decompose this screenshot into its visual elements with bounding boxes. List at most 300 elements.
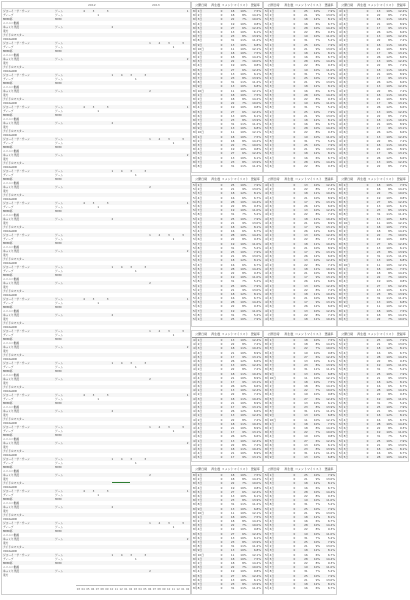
table-cell: 4月5日 <box>265 224 275 229</box>
table-cell: 22 <box>376 138 381 143</box>
table-cell: 0 <box>293 122 296 127</box>
table-cell: 11% <box>386 143 393 147</box>
table-cell: 21 <box>304 220 308 225</box>
table-cell: 8月2日 <box>193 138 203 143</box>
table-cell: 0 <box>220 63 223 68</box>
table-4 <box>191 175 263 327</box>
table-cell: 26 <box>376 105 381 110</box>
table-cell: 10% <box>240 46 247 51</box>
table-cell: 27 <box>230 151 235 156</box>
table-cell: 0 <box>220 92 223 97</box>
row-category: ゲーム <box>55 265 64 269</box>
cell: 1 <box>149 41 151 45</box>
table-cell: 26 <box>304 203 308 208</box>
table-cell: 8% <box>315 63 321 68</box>
table-3 <box>337 1 409 173</box>
column-header: 登録率 <box>250 177 260 181</box>
row-name: MMD杯 <box>3 113 13 117</box>
table-cell: 9% <box>242 220 247 225</box>
table-cell: 10.0% <box>252 101 261 106</box>
table-cell: 13.0% <box>326 80 335 85</box>
table-cell: 5月7日 <box>265 34 275 39</box>
table-row <box>192 317 262 321</box>
row-category: ゲーム <box>55 409 64 413</box>
table-cell: 13.0% <box>252 254 261 259</box>
table-cell: 9.3% <box>253 237 261 242</box>
table-cell: 4月3日 <box>339 117 349 122</box>
cell: 2 <box>186 57 189 61</box>
table-cell: 12.4% <box>252 25 261 30</box>
row-name: ディープ <box>3 301 14 305</box>
table-cell: 7.2% <box>399 163 407 168</box>
cell: 1 <box>149 425 151 429</box>
cell: 3 <box>92 105 95 109</box>
table-cell: 6.7% <box>253 229 261 234</box>
table-cell: 9.8% <box>253 63 261 68</box>
row-category: ゲーム <box>55 205 64 209</box>
table-cell: 5月1日 <box>265 42 275 47</box>
table-cell: 27 <box>230 25 235 30</box>
row-name: ニコニコ動画 <box>3 85 20 89</box>
row-category: ゲーム <box>55 329 64 333</box>
footer-tick: 04 <box>138 588 142 591</box>
table-cell: 8月9日 <box>193 126 203 131</box>
table-cell: 18 <box>230 50 235 55</box>
row-category: MMD <box>55 497 62 501</box>
table-cell: 4月3日 <box>339 143 349 147</box>
cell: 3 <box>167 137 170 141</box>
table-cell: 11% <box>240 122 247 127</box>
table-cell: 5月7日 <box>265 67 275 72</box>
table-cell: 10% <box>313 67 321 72</box>
table-cell: 7.9% <box>253 317 261 321</box>
table-cell: 0 <box>293 117 296 122</box>
table-cell: 13.1% <box>398 76 407 80</box>
table-cell: 8月5日 <box>193 109 203 114</box>
cell: 4 <box>83 393 85 397</box>
table-cell: 10% <box>313 126 321 131</box>
table-cell: 14.2% <box>252 55 261 60</box>
table-cell: 18 <box>230 92 235 97</box>
row-name: アイドルマスター <box>3 129 25 133</box>
table-cell: 8% <box>388 63 393 68</box>
footer-tick: 09 <box>162 588 166 591</box>
table-cell: 8% <box>242 117 247 122</box>
table-cell: 18 <box>376 17 381 22</box>
table-cell: 5月5日 <box>265 25 275 30</box>
table-cell: 4月6日 <box>265 229 275 234</box>
table-cell: 7.5% <box>253 9 261 13</box>
table-cell: 0 <box>220 199 223 204</box>
table-cell: 13 <box>376 84 381 89</box>
row-category: ゲーム <box>55 489 64 493</box>
table-cell: 0 <box>293 233 296 238</box>
table-cell: 0 <box>220 113 223 118</box>
table-cell: 0 <box>220 147 223 152</box>
table-cell: 4月1日 <box>339 34 349 39</box>
table-cell: 8月4日 <box>193 63 203 68</box>
table-cell: 10% <box>240 275 247 280</box>
row-name: 東方 <box>3 445 9 449</box>
table-cell: 0 <box>220 254 223 259</box>
row-name: 東方 <box>3 349 9 353</box>
table-cell: 5.2% <box>327 71 335 76</box>
table-cell: 0 <box>293 187 296 192</box>
row-category: ゲーム <box>55 505 64 509</box>
table-cell: 10% <box>386 159 393 164</box>
row-name: MMD杯 <box>3 241 13 245</box>
cell: 2 <box>149 185 151 189</box>
table-cell: 11.2% <box>252 163 261 168</box>
table-cell: 7.2% <box>399 138 407 143</box>
footer-tick: 07 <box>95 588 100 591</box>
table-cell: 9% <box>315 224 321 229</box>
table-cell: 0 <box>220 275 223 280</box>
table-cell: 0 <box>220 258 223 263</box>
table-cell: 0 <box>293 143 296 147</box>
table-cell: 13 <box>376 9 381 13</box>
table-cell: 0 <box>293 208 296 213</box>
row-category: MMD <box>55 305 62 309</box>
table-cell: 10% <box>313 92 321 97</box>
table-cell: 0 <box>293 71 296 76</box>
footer-tick: 03 <box>76 588 81 591</box>
table-cell: 6.8% <box>253 42 261 47</box>
row-category: ゲーム <box>55 553 64 557</box>
row-name: MMD杯 <box>3 561 13 565</box>
table-cell: 0 <box>220 151 223 156</box>
table-cell: 0 <box>220 126 223 131</box>
row-name: アイドルマスター <box>3 225 25 229</box>
table-cell: 6.7% <box>327 155 335 160</box>
table-cell: 8月7日 <box>193 159 203 164</box>
row-name: ニコニコ動画 <box>3 469 20 473</box>
cell: 1 <box>97 13 100 17</box>
row-category: ゲーム <box>55 313 64 317</box>
table-cell: 0 <box>293 159 296 164</box>
table-cell: 0 <box>366 105 369 110</box>
table-cell: 8月8日 <box>193 122 203 127</box>
table-header <box>264 176 336 183</box>
row-name: ゆっくり実況 <box>3 441 20 445</box>
cell: 2 <box>111 25 114 29</box>
table-cell: 0 <box>366 71 369 76</box>
table-cell: 13.9% <box>252 76 261 80</box>
table-cell: 8% <box>388 88 393 93</box>
table-cell: 0 <box>293 9 296 13</box>
table-cell: 0 <box>220 71 223 76</box>
row-name: ディープ <box>3 109 14 113</box>
column-header: 再生数 <box>211 177 221 181</box>
table-cell: 25 <box>304 109 308 114</box>
table-cell: 8% <box>315 212 321 217</box>
row-category: ゲーム <box>55 249 64 253</box>
table-cell: 13.9% <box>252 34 261 39</box>
table-cell: 9.8% <box>253 105 261 110</box>
table-cell: 0 <box>366 96 369 101</box>
table-cell: 5月4日 <box>265 21 275 26</box>
cell: 3 <box>106 9 109 13</box>
table-cell: 10% <box>240 147 247 152</box>
table-cell: 4月1日 <box>339 84 349 89</box>
row-name: ゆっくり実況 <box>3 569 20 573</box>
table-cell: 0 <box>220 130 223 135</box>
table-1 <box>191 1 263 173</box>
table-cell: 13 <box>230 84 235 89</box>
row-category: ゲーム <box>55 25 64 29</box>
cell: 2 <box>186 537 189 541</box>
table-cell: 0 <box>220 29 223 34</box>
table-cell: 5月2日 <box>193 287 203 292</box>
left-list-footer <box>76 585 190 594</box>
table-cell: 8月9日 <box>193 84 203 89</box>
row-name: VOCALOID <box>3 69 17 73</box>
table-cell: 10.4% <box>398 67 407 72</box>
row-name: アイドルマスター <box>3 65 25 69</box>
column-header: 再生数 <box>211 3 221 7</box>
table-cell: 7% <box>315 38 321 43</box>
table-cell: 0 <box>366 92 369 97</box>
table-cell: 6.7% <box>327 55 335 60</box>
table-cell: 5月8日 <box>265 38 275 43</box>
table-cell: 10% <box>313 159 321 164</box>
year-label-2: 2013 <box>152 3 160 7</box>
column-header: 公開日時 <box>267 3 280 7</box>
row-category: ゲーム <box>55 521 64 525</box>
row-category: MMD <box>55 401 62 405</box>
table-cell: 0 <box>366 21 369 26</box>
table-cell: 0 <box>366 113 369 118</box>
table-cell: 5月7日 <box>193 241 203 246</box>
table-cell: 18 <box>376 42 381 47</box>
table-cell: 0 <box>220 283 223 288</box>
table-cell: 11 <box>230 46 235 51</box>
table-cell: 19 <box>230 105 235 110</box>
row-name: 東方 <box>3 509 9 513</box>
cell: 1 <box>134 365 137 369</box>
table-cell: 7.5% <box>253 134 261 139</box>
footer-tick: 02 <box>128 588 133 591</box>
table-cell: 0 <box>220 88 223 93</box>
table-cell: 5月3日 <box>265 151 275 156</box>
table-cell: 0 <box>293 88 296 93</box>
row-name: 東方 <box>3 285 9 289</box>
table-cell: 25 <box>230 317 235 321</box>
table-cell: 7.2% <box>399 113 407 118</box>
table-cell: 0 <box>366 25 369 30</box>
table-cell: 5月8日 <box>193 245 203 250</box>
cell: 3 <box>106 297 109 301</box>
table-cell: 5月7日 <box>193 208 203 213</box>
table-cell: 0 <box>220 279 223 284</box>
table-cell: 18 <box>230 55 235 60</box>
table-cell: 9% <box>315 113 321 118</box>
table-cell: 0 <box>293 101 296 106</box>
table-cell: 5月7日 <box>265 101 275 106</box>
row-name: ニコニコ動画 <box>3 53 20 57</box>
table-cell: 18 <box>230 134 235 139</box>
table-cell: 4月6日 <box>339 80 349 85</box>
left-list-rows <box>2 9 190 577</box>
table-cell: 8月6日 <box>193 29 203 34</box>
table-cell: 0 <box>220 224 223 229</box>
table-cell: 0 <box>293 67 296 72</box>
table-cell: 0 <box>220 163 223 168</box>
cell: 3 <box>130 553 132 557</box>
cell: 1 <box>134 461 137 465</box>
table-cell: 27 <box>230 109 235 114</box>
table-cell: 6% <box>315 21 321 26</box>
cell: 3 <box>130 169 132 173</box>
row-name: 東方 <box>3 93 9 97</box>
table-cell: 12% <box>313 50 321 55</box>
footer-tick: 09 <box>105 588 109 591</box>
table-cell: 13.0% <box>326 147 335 152</box>
table-cell: 0 <box>220 195 223 200</box>
table-cell: 7% <box>315 138 321 143</box>
row-name: 東方 <box>3 253 9 257</box>
table-cell: 11% <box>386 17 393 22</box>
column-header: コメント <box>294 3 307 7</box>
table-cell: 7.9% <box>253 183 261 187</box>
table-cell: 0 <box>220 304 223 309</box>
table-cell: 5月6日 <box>265 130 275 135</box>
cell: 4 <box>120 265 123 269</box>
table-cell: 5月2日 <box>193 187 203 192</box>
table-cell: 22 <box>230 101 235 106</box>
table-cell: 5月2日 <box>265 13 275 18</box>
table-cell: 13.1% <box>398 50 407 55</box>
table-cell: 8月8日 <box>193 80 203 85</box>
table-cell: 7.2% <box>399 38 407 43</box>
row-name: アイドルマスター <box>3 33 25 37</box>
table-cell: 12.4% <box>252 67 261 72</box>
table-cell: 5月1日 <box>193 283 203 288</box>
row-name: ディープ <box>3 141 14 145</box>
table-cell: 0 <box>293 13 296 18</box>
footer-tick: 11 <box>114 588 119 591</box>
row-name: MMD杯 <box>3 17 13 21</box>
cell: 3 <box>144 553 147 557</box>
table-cell: 0 <box>220 55 223 60</box>
column-header: コメント <box>294 177 307 181</box>
table-cell: 7.2% <box>399 13 407 18</box>
cell: 4 <box>83 201 85 205</box>
table-cell: 21 <box>230 187 235 192</box>
row-name: 東方 <box>3 61 9 65</box>
table-cell: 8% <box>388 38 393 43</box>
table-cell: 0 <box>293 220 296 225</box>
table-cell: 4月6日 <box>339 55 349 60</box>
table-cell: 0 <box>293 17 296 22</box>
column-header: マイリスト <box>233 3 249 7</box>
table-cell: 9.3% <box>327 63 335 68</box>
table-cell: 8月8日 <box>193 163 203 168</box>
table-cell: 0 <box>366 13 369 18</box>
table-cell: 14.4% <box>252 300 261 305</box>
table-cell: 4月2日 <box>339 138 349 143</box>
column-header: 登録率 <box>396 3 406 7</box>
table-cell: 5月1日 <box>193 250 203 254</box>
table-cell: 22 <box>230 59 235 64</box>
table-cell: 0 <box>293 224 296 229</box>
row-name: ニコニコ動画 <box>3 309 20 313</box>
table-cell: 7% <box>242 59 247 64</box>
table-cell: 4月6日 <box>339 105 349 110</box>
table-cell: 0 <box>366 130 369 135</box>
table-cell: 5月3日 <box>265 117 275 122</box>
table-cell: 5月8日 <box>265 71 275 76</box>
row-name: ディープ <box>3 525 14 529</box>
table-header <box>264 2 336 9</box>
table-cell: 22 <box>230 203 235 208</box>
cell: 2 <box>111 217 114 221</box>
table-cell: 16 <box>304 55 308 60</box>
table-row <box>338 164 408 168</box>
cell: 3 <box>92 297 95 301</box>
table-cell: 8月5日 <box>193 151 203 156</box>
table-cell: 5月6日 <box>265 63 275 68</box>
table-cell: 0 <box>366 143 369 147</box>
table-cell: 12% <box>386 130 393 135</box>
footer-tick: 12 <box>176 588 180 591</box>
table-cell: 10% <box>386 84 393 89</box>
cell: 4 <box>158 329 161 333</box>
table-cell: 13.9% <box>252 117 261 122</box>
row-category: ゲーム <box>55 121 64 125</box>
table-cell: 10% <box>240 84 247 89</box>
table-cell: 10% <box>386 21 393 26</box>
table-cell: 8% <box>242 96 247 101</box>
table-cell: 16 <box>230 229 235 234</box>
row-category: ゲーム <box>55 45 64 49</box>
row-name: ジヨーイ・サ・サーン <box>3 425 30 429</box>
table-cell: 18 <box>304 117 308 122</box>
row-category: ゲーム <box>55 537 64 541</box>
table-cell: 26 <box>376 29 381 34</box>
column-header: 登録率 <box>250 3 260 7</box>
table-cell: 5月4日 <box>193 296 203 301</box>
table-cell: 0 <box>220 138 223 143</box>
cell: 2 <box>186 345 189 349</box>
table-cell: 0 <box>366 17 369 22</box>
row-category: MMD <box>55 17 62 21</box>
table-cell: 10% <box>240 317 247 321</box>
table-cell: 10% <box>240 199 247 204</box>
table-cell: 12.4% <box>398 109 407 114</box>
table-cell: 4月2日 <box>339 113 349 118</box>
table-cell: 4月5日 <box>339 50 349 55</box>
table-cell: 4月1日 <box>265 233 275 238</box>
cell: 1 <box>172 333 175 337</box>
table-cell: 5月8日 <box>193 212 203 217</box>
row-name: ゆっくり実況 <box>3 121 20 125</box>
table-cell: 0 <box>220 84 223 89</box>
table-cell: 12.4% <box>398 159 407 164</box>
table-cell: 4月1日 <box>339 159 349 164</box>
row-name: ニコニコ動画 <box>3 149 20 153</box>
table-cell: 25 <box>230 250 235 254</box>
table-cell: 5月1日 <box>265 143 275 147</box>
table-cell: 10% <box>240 216 247 221</box>
table-cell: 25 <box>230 216 235 221</box>
table-cell: 6.7% <box>327 88 335 93</box>
table-cell: 4月1日 <box>265 183 275 187</box>
table-cell: 19 <box>230 63 235 68</box>
column-header: マイリスト <box>306 3 322 7</box>
table-cell: 16 <box>304 155 308 160</box>
table-cell: 18 <box>376 143 381 147</box>
